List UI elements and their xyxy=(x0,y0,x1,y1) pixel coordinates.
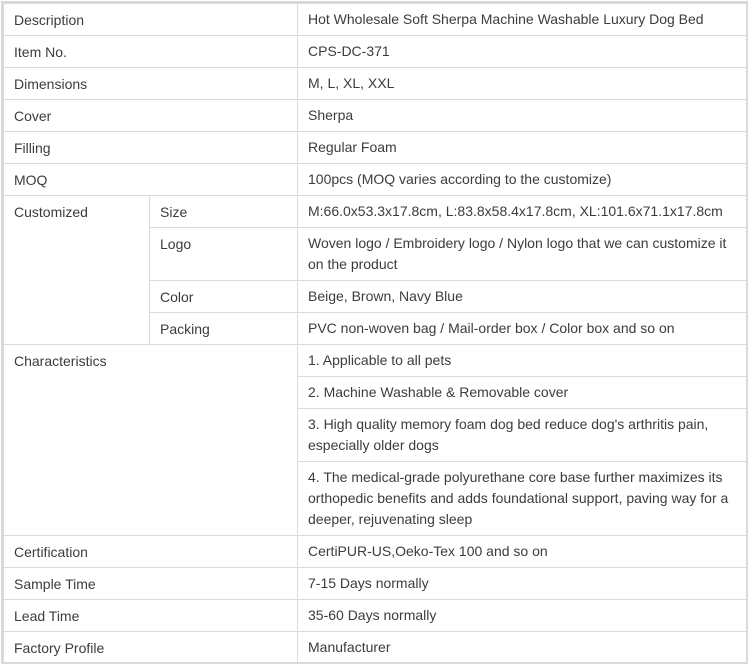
row-value: 35-60 Days normally xyxy=(298,600,747,632)
sub-label-packing: Packing xyxy=(150,313,298,345)
row-value: 7-15 Days normally xyxy=(298,568,747,600)
row-label-characteristics: Characteristics xyxy=(4,345,298,536)
table-row-filling xyxy=(4,132,747,164)
table-row-sample-time xyxy=(4,568,747,600)
row-value: Regular Foam xyxy=(298,132,747,164)
row-value: Manufacturer xyxy=(298,632,747,664)
characteristic-item: 1. Applicable to all pets xyxy=(298,345,747,377)
row-value: M, L, XL, XXL xyxy=(298,68,747,100)
table-row-dimensions xyxy=(4,68,747,100)
product-spec-table xyxy=(3,3,747,664)
table-row-certification xyxy=(4,536,747,568)
table-row-item-no xyxy=(4,36,747,68)
row-value: M:66.0x53.3x17.8cm, L:83.8x58.4x17.8cm, XL:101.6x71.1x17.8cm xyxy=(298,196,747,228)
row-value: Beige, Brown, Navy Blue xyxy=(298,281,747,313)
characteristic-item: 3. High quality memory foam dog bed reduce dog's arthritis pain, especially older dogs xyxy=(298,409,747,462)
row-label: MOQ xyxy=(4,164,298,196)
table-row-moq xyxy=(4,164,747,196)
row-label: Filling xyxy=(4,132,298,164)
row-value: Hot Wholesale Soft Sherpa Machine Washable Luxury Dog Bed xyxy=(298,4,747,36)
table-row-lead-time xyxy=(4,600,747,632)
row-label: Item No. xyxy=(4,36,298,68)
row-label: Lead Time xyxy=(4,600,298,632)
table-row-factory-profile xyxy=(4,632,747,664)
row-value: CPS-DC-371 xyxy=(298,36,747,68)
table-row-cover xyxy=(4,100,747,132)
row-label-customized: Customized xyxy=(4,196,150,345)
sub-label-size: Size xyxy=(150,196,298,228)
row-value: 100pcs (MOQ varies according to the customize) xyxy=(298,164,747,196)
sub-label-logo: Logo xyxy=(150,228,298,281)
row-value: Sherpa xyxy=(298,100,747,132)
row-value: Woven logo / Embroidery logo / Nylon logo that we can customize it on the product xyxy=(298,228,747,281)
row-label: Dimensions xyxy=(4,68,298,100)
row-value: PVC non-woven bag / Mail-order box / Color box and so on xyxy=(298,313,747,345)
row-value: CertiPUR-US,Oeko-Tex 100 and so on xyxy=(298,536,747,568)
row-label: Cover xyxy=(4,100,298,132)
row-label: Certification xyxy=(4,536,298,568)
table-row-customized-size xyxy=(4,196,747,228)
characteristic-item: 2. Machine Washable & Removable cover xyxy=(298,377,747,409)
row-label: Sample Time xyxy=(4,568,298,600)
table-row-description xyxy=(4,4,747,36)
row-label: Description xyxy=(4,4,298,36)
sub-label-color: Color xyxy=(150,281,298,313)
table-row-characteristics-1 xyxy=(4,345,747,377)
characteristic-item: 4. The medical-grade polyurethane core base further maximizes its orthopedic benefits and adds foundational support, paving way for a deeper, rejuvenating sleep xyxy=(298,462,747,536)
row-label: Factory Profile xyxy=(4,632,298,664)
